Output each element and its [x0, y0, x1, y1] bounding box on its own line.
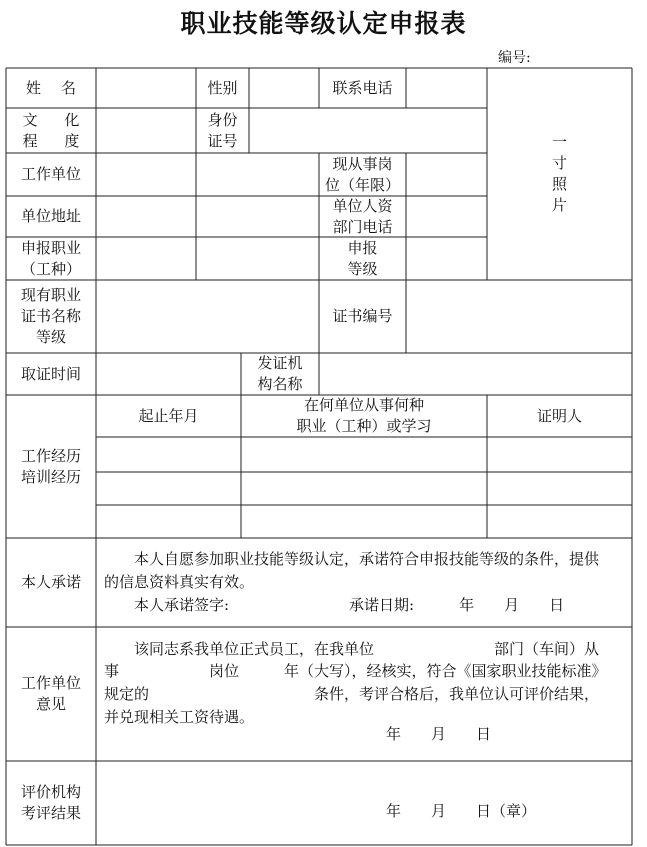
- employer-address-field[interactable]: [97, 197, 318, 236]
- employer-opinion-line-4: 并兑现相关工资待遇。: [104, 708, 255, 726]
- phone-field[interactable]: [407, 69, 486, 107]
- photo-char2: 寸: [551, 154, 567, 172]
- experience-col-period: 起止年月: [138, 406, 199, 425]
- employer-opinion-line-1: 该同志系我单位正式员工，在我单位 部门（车间）从: [104, 640, 600, 658]
- issuing-authority-field[interactable]: [320, 354, 631, 394]
- experience-col-unit: 在何单位从事何种 职业（工种）或学习: [296, 396, 432, 435]
- applied-level-field[interactable]: [407, 238, 486, 279]
- photo-char4: 片: [551, 196, 567, 214]
- experience-col-witness: 证明人: [536, 406, 582, 425]
- certificate-number-label: 证书编号: [332, 307, 393, 325]
- pledge-line-1: 本人自愿参加职业技能等级认定，承诺符合申报技能等级的条件，提供: [104, 550, 600, 568]
- name-label: [6, 68, 96, 108]
- form-number-label: 编号:: [498, 50, 531, 66]
- certificate-number-field[interactable]: [407, 281, 631, 352]
- existing-certificate-field[interactable]: [97, 281, 318, 352]
- issue-date-label: 取证时间: [20, 364, 81, 383]
- employer-address-label: 单位地址: [20, 207, 81, 225]
- employer-opinion-line-2: 事 岗位 年（大写），经核实，符合《国家职业技能标准》: [104, 662, 607, 680]
- employer-field[interactable]: [97, 154, 318, 195]
- name-field[interactable]: [97, 69, 195, 107]
- education-label: [6, 108, 96, 153]
- applied-level-label: 申报 等级: [347, 238, 378, 278]
- existing-certificate-label: 现有职业 证书名称 等级: [20, 286, 81, 346]
- id-number-field[interactable]: [250, 109, 486, 152]
- gender-field[interactable]: [250, 69, 318, 107]
- employer-opinion-date: 年 月 日: [386, 725, 492, 743]
- experience-row-3[interactable]: [97, 506, 631, 537]
- experience-label: 工作经历 培训经历: [20, 446, 81, 486]
- issuing-authority-label: 发证机 构名称: [257, 354, 303, 393]
- education-label-line2: 程 度: [22, 131, 80, 150]
- pledge-line-3: 本人承诺签字: 承诺日期: 年 月 日: [104, 596, 565, 614]
- phone-label: 联系电话: [332, 78, 393, 97]
- issue-date-field[interactable]: [97, 354, 240, 394]
- photo-char3: 照: [551, 175, 567, 193]
- applied-occupation-label: 申报职业 （工种）: [20, 238, 81, 278]
- hr-phone-field[interactable]: [407, 197, 486, 236]
- applied-occupation-field[interactable]: [97, 238, 318, 279]
- experience-row-1[interactable]: [97, 438, 631, 471]
- education-label-line1: 文 化: [22, 110, 80, 129]
- name-label-char2: 名: [60, 78, 76, 97]
- evaluation-date: 年 月 日（章）: [386, 802, 537, 820]
- employer-label: 工作单位: [20, 165, 81, 183]
- current-post-label: 现从事岗 位（年限）: [324, 154, 400, 194]
- evaluation-label: 评价机构 考评结果: [20, 783, 81, 822]
- photo-placeholder[interactable]: [487, 68, 632, 280]
- name-label-char1: 姓: [26, 78, 42, 97]
- form-title: 职业技能等级认定申报表: [180, 9, 467, 38]
- gender-label: 性别: [207, 78, 238, 97]
- photo-char1: 一: [551, 133, 567, 151]
- employer-opinion-label: 工作单位 意见: [20, 674, 81, 713]
- employer-opinion-line-3: 规定的 条件，考评合格后，我单位认可评价结果，: [104, 685, 600, 703]
- id-number-label: 身份 证号: [207, 110, 238, 150]
- current-post-field[interactable]: [407, 154, 486, 195]
- pledge-label: 本人承诺: [20, 573, 81, 591]
- education-field[interactable]: [97, 109, 195, 152]
- experience-row-2[interactable]: [97, 473, 631, 504]
- hr-phone-label: 单位人资 部门电话: [332, 196, 393, 236]
- pledge-line-2: 的信息资料真实有效。: [104, 573, 255, 591]
